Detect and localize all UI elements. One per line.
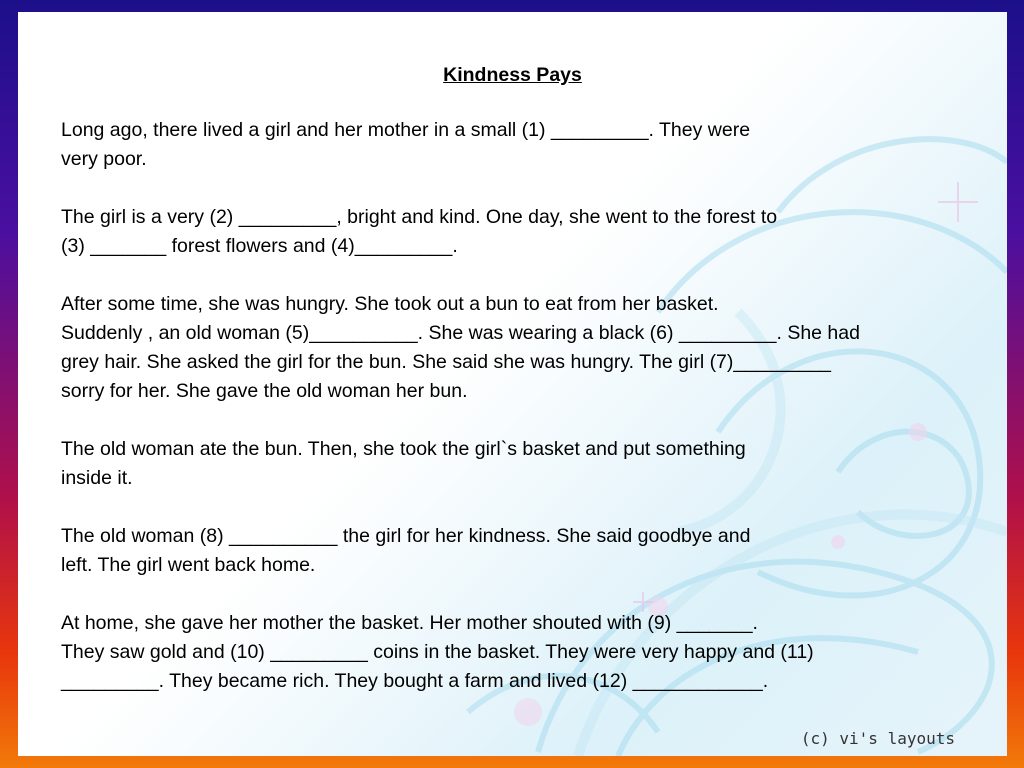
slide: [18, 12, 1007, 756]
watermark: (c) vi's layouts: [800, 729, 955, 748]
paragraph-6: At home, she gave her mother the basket. Her mother shouted with (9) _______. They saw gold and (10) _________ coins in the basket. They were very happy and (11) _________. They became rich. They bought a farm and lived (12) ____________.: [61, 612, 814, 692]
story-title: Kindness Pays: [443, 64, 582, 86]
paragraph-5: The old woman (8) __________ the girl for her kindness. She said goodbye and left. The girl went back home.: [61, 525, 751, 576]
paragraph-2: The girl is a very (2) _________, bright and kind. One day, she went to the forest to (3) _______ forest flowers and (4)_________.: [61, 206, 778, 257]
paragraph-1: Long ago, there lived a girl and her mother in a small (1) _________. They were very poor.: [61, 119, 751, 170]
paragraph-3: After some time, she was hungry. She took out a bun to eat from her basket. Suddenly , an old woman (5)__________. She was wearing a black (6) _________. She had grey hair. She asked the girl for the bun. She said she was hungry. The girl (7)_________ sorry for her. She gave the old woman her bun.: [61, 293, 860, 402]
paragraph-4: The old woman ate the bun. Then, she took the girl`s basket and put something inside it.: [61, 438, 746, 489]
